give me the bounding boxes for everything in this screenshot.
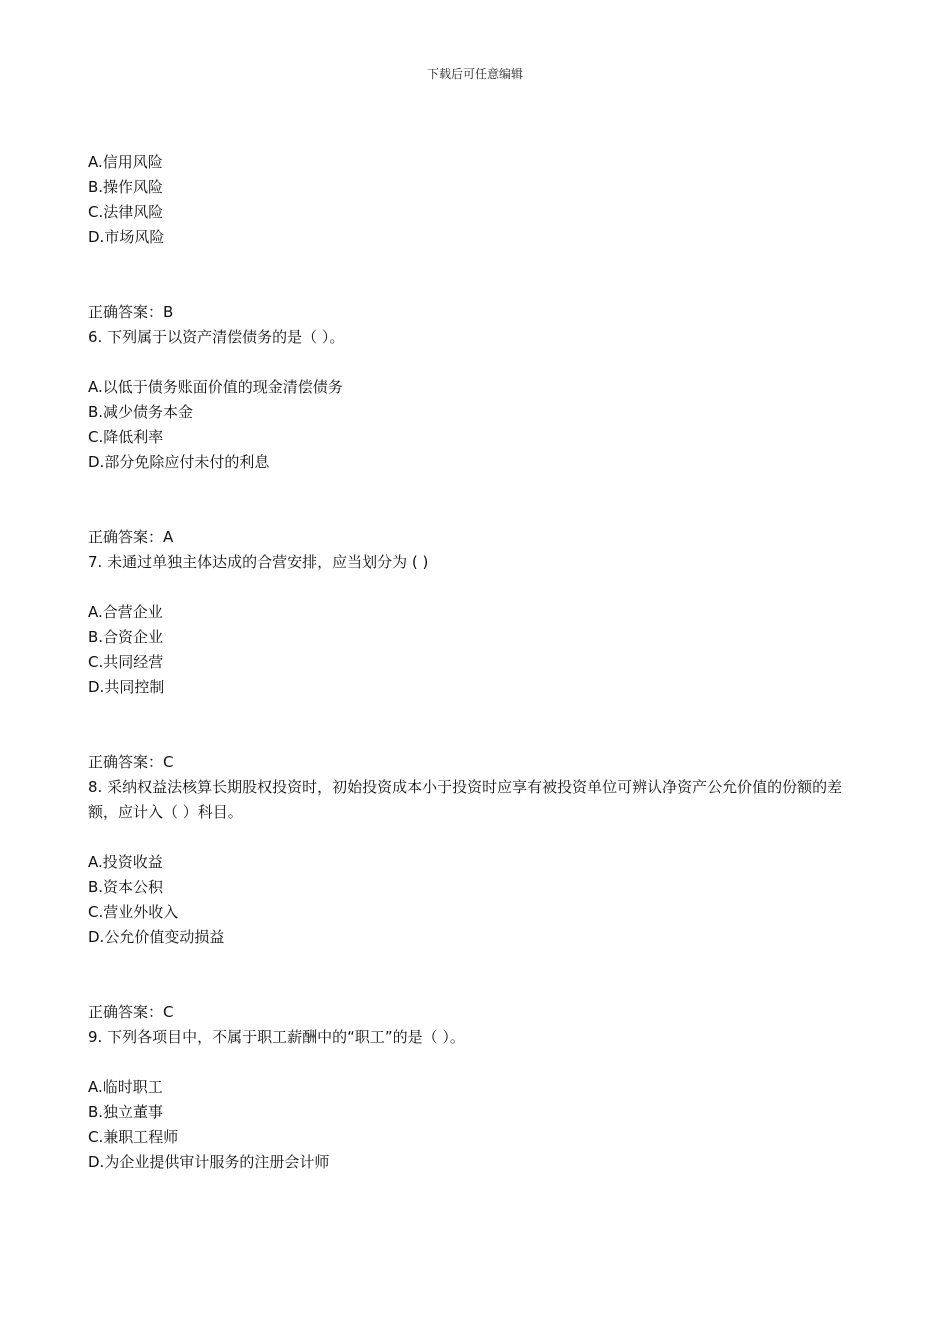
question-6: 6. 下列属于以资产清偿债务的是（ ）。 (88, 328, 345, 346)
answer-q8: 正确答案：C (88, 1003, 174, 1021)
option-c: C.法律风险 (88, 203, 164, 221)
question-5-options (88, 150, 868, 250)
question-9-options (88, 1075, 868, 1175)
question-8-options (88, 850, 868, 950)
option-a: A.以低于债务账面价值的现金清偿债务 (88, 378, 343, 396)
option-a: A.合营企业 (88, 603, 163, 621)
option-a: A.信用风险 (88, 153, 163, 171)
question-7-options (88, 600, 868, 700)
option-d: D.为企业提供审计服务的注册会计师 (88, 1153, 330, 1171)
option-b: B.合资企业 (88, 628, 164, 646)
option-a: A.投资收益 (88, 853, 163, 871)
answer-q6: 正确答案：A (88, 528, 174, 546)
option-c: C.兼职工程师 (88, 1128, 179, 1146)
answer-q7: 正确答案：C (88, 753, 174, 771)
option-b: B.独立董事 (88, 1103, 164, 1121)
question-7: 7. 未通过单独主体达成的合营安排，应当划分为 ( ) (88, 553, 429, 571)
option-b: B.资本公积 (88, 878, 164, 896)
option-d: D.共同控制 (88, 678, 165, 696)
question-6-options (88, 375, 868, 475)
option-a: A.临时职工 (88, 1078, 163, 1096)
option-d: D.部分免除应付未付的利息 (88, 453, 270, 471)
option-c: C.营业外收入 (88, 903, 179, 921)
option-d: D.市场风险 (88, 228, 165, 246)
option-b: B.减少债务本金 (88, 403, 194, 421)
document-body (88, 150, 868, 1175)
option-d: D.公允价值变动损益 (88, 928, 225, 946)
option-c: C.共同经营 (88, 653, 164, 671)
answer-q5: 正确答案：B (88, 303, 174, 321)
question-9: 9. 下列各项目中，不属于职工薪酬中的“职工”的是（ ）。 (88, 1028, 465, 1046)
option-c: C.降低利率 (88, 428, 164, 446)
question-8: 8. 采纳权益法核算长期股权投资时，初始投资成本小于投资时应享有被投资单位可辨认净资产公允价值的份额的差额，应计入（ ）科目。 (88, 778, 843, 821)
option-b: B.操作风险 (88, 178, 164, 196)
page-header: 下载后可任意编辑 (426, 67, 523, 81)
